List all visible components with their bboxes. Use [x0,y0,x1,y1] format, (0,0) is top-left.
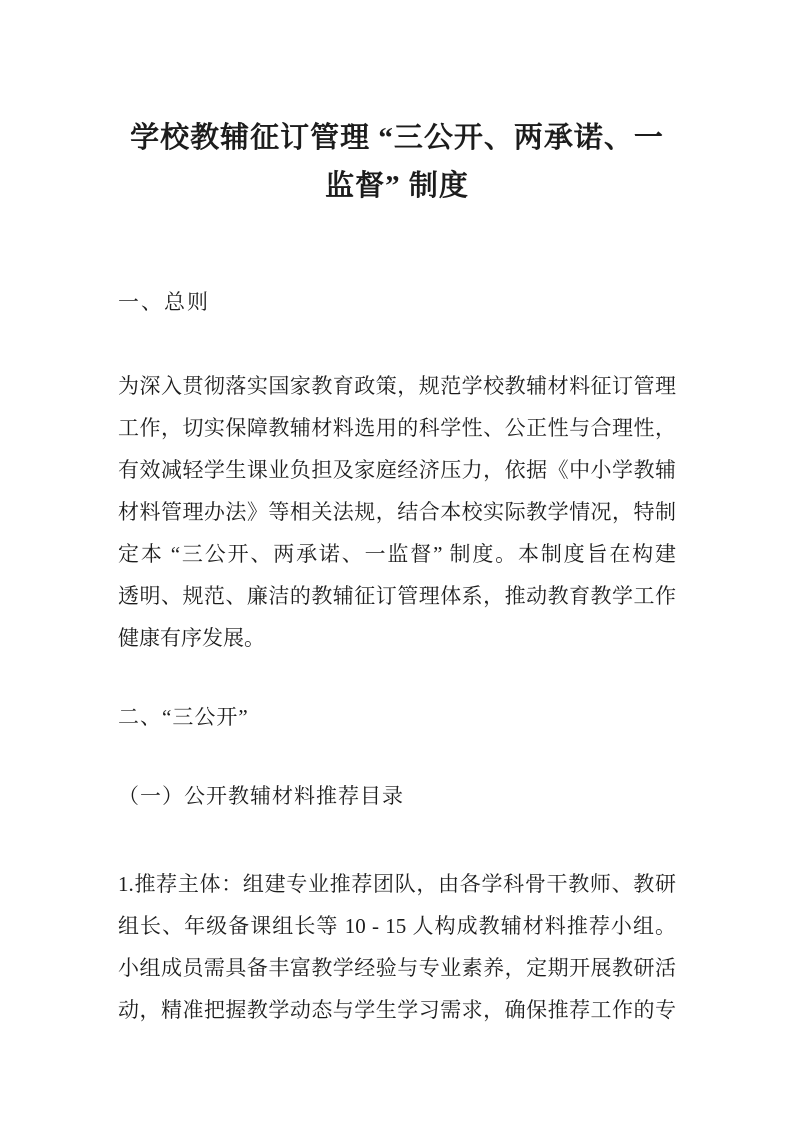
text-line: 小组成员需具备丰富教学经验与专业素养，定期开展教研活 [118,956,676,980]
section-heading-1: 一、总则 [118,290,210,314]
text-line: 透明、规范、廉洁的教辅征订管理体系，推动教育教学工作 [118,584,676,608]
text-line: 材料管理办法》等相关法规，结合本校实际教学情况，特制 [118,500,676,524]
text-line: 健康有序发展。 [118,626,265,650]
document-title [118,114,676,210]
paragraph-recommendation-team [118,863,676,1031]
text-line: 定本 “三公开、两承诺、一监督” 制度。本制度旨在构建 [118,542,676,566]
subsection-heading-1: （一）公开教辅材料推荐目录 [118,784,404,808]
text-line: 1.推荐主体：组建专业推荐团队，由各学科骨干教师、教研 [118,872,676,896]
document-content [0,114,793,1031]
title-line-1: 学校教辅征订管理 “三公开、两承诺、一 [130,122,664,154]
text-line: 工作，切实保障教辅材料选用的科学性、公正性与合理性， [118,416,676,440]
title-line-2: 监督” 制度 [325,170,469,202]
text-line: 组长、年级备课组长等 10 - 15 人构成教辅材料推荐小组。 [118,914,676,938]
text-line: 动，精准把握教学动态与学生学习需求，确保推荐工作的专 [118,998,676,1022]
section-heading-2: 二、“三公开” [118,705,249,729]
paragraph-general-principles [118,365,676,659]
text-line: 为深入贯彻落实国家教育政策，规范学校教辅材料征订管理 [118,374,676,398]
text-line: 有效减轻学生课业负担及家庭经济压力，依据《中小学教辅 [118,458,676,482]
